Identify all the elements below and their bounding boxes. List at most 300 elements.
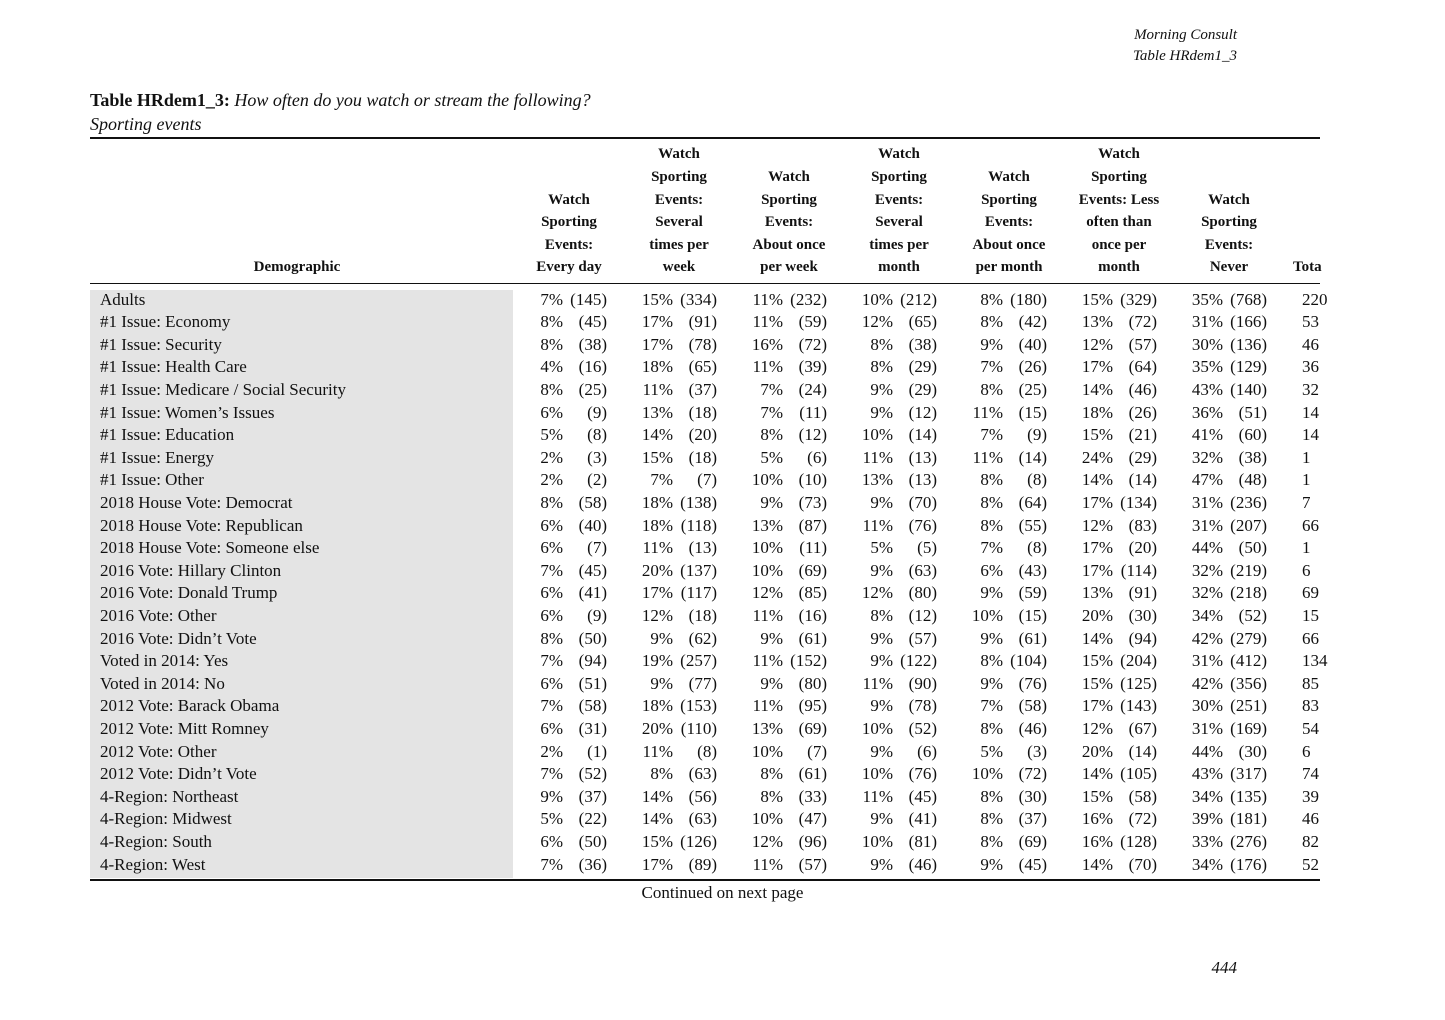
cell-percent: 12%	[1081, 718, 1113, 738]
cell-count: (39)	[798, 357, 827, 377]
table-row	[0, 424, 1320, 447]
cell-count: (11)	[799, 538, 827, 558]
cell-count: (176)	[1230, 854, 1267, 874]
cell-count: (80)	[908, 583, 937, 603]
cell-count: (12)	[908, 402, 937, 422]
cell-percent: 2%	[540, 447, 563, 467]
cell-count: (8)	[1027, 470, 1047, 490]
cell-count: (7)	[807, 741, 827, 761]
cell-count: (89)	[688, 854, 717, 874]
table-row	[0, 311, 1320, 334]
cell-percent: 10%	[751, 538, 783, 558]
cell-count: (42)	[1018, 312, 1047, 332]
cell-count: (65)	[908, 312, 937, 332]
table-row	[0, 786, 1320, 809]
title-label: Table HRdem1_3:	[90, 90, 230, 110]
cell-count: (46)	[1018, 718, 1047, 738]
cell-count: (128)	[1120, 831, 1157, 851]
table-row	[0, 831, 1320, 854]
row-label: 2012 Vote: Barack Obama	[100, 696, 280, 716]
cell-count: (47)	[798, 809, 827, 829]
cell-percent: 9%	[870, 560, 893, 580]
cell-percent: 9%	[980, 583, 1003, 603]
cell-count: (70)	[908, 492, 937, 512]
row-label: #1 Issue: Security	[100, 334, 222, 354]
cell-percent: 9%	[760, 628, 783, 648]
cell-count: (61)	[798, 628, 827, 648]
cell-count: (334)	[680, 289, 717, 309]
table-row	[0, 605, 1320, 628]
cell-percent: 10%	[751, 560, 783, 580]
cell-percent: 9%	[980, 628, 1003, 648]
cell-count: (80)	[798, 673, 827, 693]
cell-percent: 5%	[870, 538, 893, 558]
cell-count: (78)	[688, 334, 717, 354]
cell-percent: 30%	[1191, 334, 1223, 354]
cell-total: 69	[1302, 583, 1319, 603]
cell-count: (38)	[578, 334, 607, 354]
row-label: #1 Issue: Health Care	[100, 357, 247, 377]
column-header-line: Sporting	[541, 214, 597, 231]
cell-total: 46	[1302, 809, 1319, 829]
cell-total: 53	[1302, 312, 1319, 332]
cell-count: (94)	[1128, 628, 1157, 648]
table-row	[0, 673, 1320, 696]
row-label: 4-Region: Northeast	[100, 786, 239, 806]
column-header-line: Watch	[988, 169, 1030, 185]
cell-percent: 14%	[1081, 470, 1113, 490]
column-header-line: times per	[869, 236, 929, 253]
cell-count: (14)	[1128, 470, 1157, 490]
cell-percent: 7%	[760, 379, 783, 399]
table-row	[0, 469, 1320, 492]
row-label: #1 Issue: Medicare / Social Security	[100, 379, 346, 399]
cell-count: (5)	[917, 538, 937, 558]
cell-count: (57)	[908, 628, 937, 648]
cell-percent: 11%	[752, 854, 783, 874]
cell-count: (29)	[1128, 447, 1157, 467]
cell-count: (25)	[578, 379, 607, 399]
cell-percent: 18%	[641, 515, 673, 535]
cell-count: (129)	[1230, 357, 1267, 377]
cell-count: (329)	[1120, 289, 1157, 309]
column-header-line: About once	[752, 236, 826, 253]
cell-count: (25)	[1018, 379, 1047, 399]
cell-count: (12)	[908, 605, 937, 625]
cell-percent: 18%	[641, 696, 673, 716]
cell-count: (236)	[1230, 492, 1267, 512]
cell-count: (57)	[1128, 334, 1157, 354]
cell-percent: 12%	[861, 583, 893, 603]
cell-count: (81)	[908, 831, 937, 851]
cell-total: 74	[1302, 764, 1319, 784]
cell-count: (9)	[587, 402, 607, 422]
cell-percent: 14%	[641, 809, 673, 829]
cell-percent: 8%	[980, 651, 1003, 671]
table-row	[0, 741, 1320, 764]
cell-count: (257)	[680, 651, 717, 671]
title-subtitle: Sporting events	[90, 114, 202, 134]
cell-count: (91)	[1128, 583, 1157, 603]
cell-percent: 30%	[1191, 696, 1223, 716]
cell-count: (207)	[1230, 515, 1267, 535]
column-header-line: Sporting	[871, 168, 927, 185]
cell-percent: 11%	[752, 651, 783, 671]
cell-count: (30)	[1238, 741, 1267, 761]
cell-percent: 35%	[1191, 289, 1223, 309]
cell-percent: 9%	[870, 741, 893, 761]
cell-count: (57)	[798, 854, 827, 874]
cell-count: (38)	[1238, 447, 1267, 467]
column-header-line: Events:	[984, 214, 1034, 231]
cell-count: (15)	[1018, 605, 1047, 625]
cell-count: (16)	[578, 357, 607, 377]
cell-total: 1	[1302, 538, 1311, 558]
table-row	[0, 289, 1328, 312]
column-header-line: week	[662, 259, 696, 276]
cell-count: (96)	[798, 831, 827, 851]
cell-total: 66	[1302, 515, 1319, 535]
cell-percent: 5%	[760, 447, 783, 467]
column-header-line: times per	[649, 236, 709, 253]
row-label: #1 Issue: Other	[100, 470, 204, 490]
cell-percent: 13%	[1081, 583, 1113, 603]
cell-percent: 15%	[641, 447, 673, 467]
cell-count: (36)	[578, 854, 607, 874]
cell-count: (412)	[1230, 651, 1267, 671]
column-header-line: per week	[760, 259, 818, 276]
cell-count: (143)	[1120, 696, 1157, 716]
cell-percent: 8%	[980, 786, 1003, 806]
cell-percent: 7%	[980, 538, 1003, 558]
cell-percent: 4%	[540, 357, 563, 377]
column-header-line: Watch	[658, 146, 700, 163]
cell-percent: 11%	[862, 673, 893, 693]
cell-count: (8)	[697, 741, 717, 761]
cell-percent: 8%	[540, 492, 563, 512]
cell-percent: 8%	[980, 831, 1003, 851]
cell-percent: 13%	[1081, 312, 1113, 332]
cell-count: (56)	[688, 786, 717, 806]
cell-percent: 6%	[540, 831, 563, 851]
top-rule	[90, 137, 1320, 139]
cell-count: (145)	[570, 289, 607, 309]
cell-total: 6	[1302, 741, 1311, 761]
cell-percent: 44%	[1191, 538, 1223, 558]
cell-count: (60)	[1238, 425, 1267, 445]
cell-count: (45)	[578, 312, 607, 332]
cell-percent: 8%	[650, 764, 673, 784]
cell-count: (251)	[1230, 696, 1267, 716]
cell-total: 14	[1302, 425, 1319, 445]
cell-percent: 14%	[1081, 379, 1113, 399]
column-header-line: Sporting	[651, 168, 707, 185]
cell-count: (110)	[680, 718, 717, 738]
column-header-0	[147, 256, 447, 279]
cell-count: (9)	[587, 605, 607, 625]
cell-percent: 9%	[870, 402, 893, 422]
cell-count: (85)	[798, 583, 827, 603]
cell-count: (118)	[680, 515, 717, 535]
cell-percent: 9%	[870, 628, 893, 648]
cell-percent: 14%	[1081, 628, 1113, 648]
cell-percent: 8%	[980, 379, 1003, 399]
cell-count: (11)	[799, 402, 827, 422]
cell-total: 15	[1302, 605, 1319, 625]
cell-count: (59)	[1018, 583, 1047, 603]
cell-percent: 9%	[980, 334, 1003, 354]
cell-percent: 7%	[980, 696, 1003, 716]
cell-count: (122)	[900, 651, 937, 671]
cell-total: 1	[1302, 447, 1311, 467]
column-header-1	[519, 189, 619, 279]
cell-total: 36	[1302, 357, 1319, 377]
cell-count: (51)	[578, 673, 607, 693]
cell-percent: 9%	[760, 492, 783, 512]
cell-count: (46)	[1128, 379, 1157, 399]
column-header-line: Watch	[768, 169, 810, 185]
column-header-4	[849, 143, 949, 279]
cell-count: (76)	[908, 764, 937, 784]
column-header-line: Several	[875, 214, 923, 231]
cell-percent: 9%	[870, 379, 893, 399]
cell-percent: 32%	[1191, 583, 1223, 603]
cell-percent: 10%	[751, 470, 783, 490]
cell-count: (50)	[578, 628, 607, 648]
cell-count: (50)	[1238, 538, 1267, 558]
column-header-line: Watch	[548, 191, 590, 208]
cell-count: (87)	[798, 515, 827, 535]
cell-count: (61)	[1018, 628, 1047, 648]
cell-percent: 8%	[870, 357, 893, 377]
cell-count: (38)	[908, 334, 937, 354]
cell-percent: 5%	[980, 741, 1003, 761]
cell-count: (64)	[1128, 357, 1157, 377]
cell-count: (58)	[1018, 696, 1047, 716]
cell-count: (40)	[1018, 334, 1047, 354]
cell-count: (63)	[688, 809, 717, 829]
cell-percent: 47%	[1191, 470, 1223, 490]
cell-percent: 9%	[870, 696, 893, 716]
cell-count: (153)	[680, 696, 717, 716]
cell-percent: 11%	[972, 402, 1003, 422]
column-header-line: Events:	[544, 236, 594, 253]
cell-count: (14)	[908, 425, 937, 445]
cell-percent: 9%	[760, 673, 783, 693]
column-header-line: About once	[972, 236, 1046, 253]
cell-percent: 15%	[1081, 425, 1113, 445]
cell-count: (279)	[1230, 628, 1267, 648]
cell-percent: 8%	[760, 786, 783, 806]
cell-percent: 8%	[760, 764, 783, 784]
table-row	[0, 718, 1320, 741]
page-number: 444	[1211, 958, 1237, 977]
cell-count: (69)	[798, 718, 827, 738]
cell-percent: 7%	[980, 357, 1003, 377]
column-header-3	[734, 166, 844, 279]
cell-count: (104)	[1010, 651, 1047, 671]
cell-percent: 31%	[1191, 312, 1223, 332]
cell-percent: 31%	[1191, 718, 1223, 738]
cell-count: (50)	[578, 831, 607, 851]
cell-total: 46	[1302, 334, 1319, 354]
cell-percent: 19%	[641, 651, 673, 671]
cell-count: (58)	[1128, 786, 1157, 806]
cell-percent: 10%	[751, 809, 783, 829]
cell-percent: 42%	[1191, 673, 1223, 693]
cell-percent: 15%	[1081, 786, 1113, 806]
cell-count: (59)	[798, 312, 827, 332]
cell-count: (45)	[908, 786, 937, 806]
cell-percent: 17%	[1081, 560, 1113, 580]
column-header-line: Sporting	[1091, 168, 1147, 185]
cell-count: (24)	[798, 379, 827, 399]
cell-percent: 13%	[751, 515, 783, 535]
table-row	[0, 854, 1320, 877]
cell-count: (166)	[1230, 312, 1267, 332]
cell-percent: 12%	[641, 605, 673, 625]
cell-count: (95)	[798, 696, 827, 716]
cell-percent: 43%	[1191, 379, 1223, 399]
cell-percent: 6%	[540, 515, 563, 535]
cell-total: 32	[1302, 379, 1319, 399]
cell-percent: 17%	[1081, 357, 1113, 377]
cell-percent: 12%	[1081, 515, 1113, 535]
row-label: 2016 Vote: Didn’t Vote	[100, 628, 257, 648]
cell-percent: 11%	[642, 538, 673, 558]
cell-count: (72)	[1018, 764, 1047, 784]
row-label: Adults	[100, 289, 146, 309]
cell-percent: 42%	[1191, 628, 1223, 648]
cell-count: (13)	[908, 447, 937, 467]
cell-count: (33)	[798, 786, 827, 806]
cell-count: (58)	[578, 492, 607, 512]
cell-percent: 10%	[751, 741, 783, 761]
cell-percent: 9%	[980, 854, 1003, 874]
cell-percent: 17%	[1081, 492, 1113, 512]
table-row	[0, 402, 1320, 425]
cell-percent: 15%	[641, 289, 673, 309]
cell-count: (55)	[1018, 515, 1047, 535]
cell-percent: 15%	[1081, 673, 1113, 693]
cell-count: (232)	[790, 289, 827, 309]
cell-percent: 15%	[1081, 289, 1113, 309]
row-label: #1 Issue: Women’s Issues	[100, 402, 275, 422]
cell-percent: 7%	[760, 402, 783, 422]
cell-count: (29)	[908, 357, 937, 377]
row-label: #1 Issue: Energy	[100, 447, 214, 467]
cell-count: (69)	[798, 560, 827, 580]
cell-count: (140)	[1230, 379, 1267, 399]
cell-percent: 6%	[540, 673, 563, 693]
column-header-2	[629, 143, 729, 279]
cell-percent: 12%	[1081, 334, 1113, 354]
table-row	[0, 650, 1328, 673]
cell-count: (14)	[1018, 447, 1047, 467]
cell-total: 66	[1302, 628, 1319, 648]
cell-percent: 11%	[752, 357, 783, 377]
column-header-line: Tota	[1293, 259, 1322, 276]
cell-percent: 15%	[1081, 651, 1113, 671]
cell-total: 82	[1302, 831, 1319, 851]
column-header-line: once per	[1091, 236, 1147, 253]
cell-percent: 9%	[650, 628, 673, 648]
cell-count: (20)	[688, 425, 717, 445]
column-header-line: Events:	[1204, 236, 1254, 253]
table-row	[0, 582, 1320, 605]
cell-percent: 12%	[751, 831, 783, 851]
cell-percent: 41%	[1191, 425, 1223, 445]
cell-percent: 7%	[540, 696, 563, 716]
table-row	[0, 537, 1320, 560]
row-label: 2016 Vote: Other	[100, 605, 217, 625]
cell-percent: 11%	[642, 379, 673, 399]
cell-percent: 15%	[641, 831, 673, 851]
cell-count: (7)	[587, 538, 607, 558]
column-header-line: Events: Less	[1078, 191, 1160, 208]
table-row	[0, 560, 1320, 583]
cell-percent: 17%	[1081, 538, 1113, 558]
cell-percent: 20%	[641, 718, 673, 738]
cell-percent: 7%	[980, 425, 1003, 445]
cell-count: (76)	[1018, 673, 1047, 693]
row-label: #1 Issue: Education	[100, 425, 235, 445]
column-header-line: Events:	[654, 191, 704, 208]
cell-count: (91)	[688, 312, 717, 332]
cell-count: (18)	[688, 402, 717, 422]
row-label: 4-Region: Midwest	[100, 809, 232, 829]
header-org: Morning Consult	[1134, 27, 1237, 43]
cell-percent: 13%	[861, 470, 893, 490]
cell-percent: 18%	[1081, 402, 1113, 422]
cell-count: (20)	[1128, 538, 1157, 558]
cell-count: (30)	[1018, 786, 1047, 806]
cell-percent: 8%	[980, 289, 1003, 309]
cell-count: (181)	[1230, 809, 1267, 829]
cell-count: (138)	[680, 492, 717, 512]
cell-count: (6)	[807, 447, 827, 467]
cell-count: (126)	[680, 831, 717, 851]
cell-percent: 11%	[752, 312, 783, 332]
cell-percent: 11%	[862, 515, 893, 535]
cell-count: (15)	[1018, 402, 1047, 422]
cell-count: (90)	[908, 673, 937, 693]
row-label: 2012 Vote: Other	[100, 741, 217, 761]
cell-percent: 6%	[540, 583, 563, 603]
header-table-id: Table HRdem1_3	[1132, 48, 1237, 64]
column-header-line: Sporting	[761, 191, 817, 208]
cell-count: (6)	[917, 741, 937, 761]
cell-count: (63)	[688, 764, 717, 784]
column-header-line: often than	[1086, 214, 1152, 231]
cell-percent: 10%	[861, 764, 893, 784]
cell-percent: 8%	[980, 809, 1003, 829]
row-label: 2012 Vote: Didn’t Vote	[100, 764, 257, 784]
cell-count: (46)	[908, 854, 937, 874]
cell-count: (18)	[688, 447, 717, 467]
cell-count: (180)	[1010, 289, 1047, 309]
cell-percent: 35%	[1191, 357, 1223, 377]
cell-count: (317)	[1230, 764, 1267, 784]
cell-percent: 11%	[752, 605, 783, 625]
row-label: 2018 House Vote: Republican	[100, 515, 303, 535]
cell-percent: 17%	[1081, 696, 1113, 716]
cell-percent: 11%	[972, 447, 1003, 467]
cell-percent: 6%	[540, 402, 563, 422]
cell-count: (70)	[1128, 854, 1157, 874]
cell-total: 39	[1302, 786, 1319, 806]
cell-percent: 17%	[641, 583, 673, 603]
